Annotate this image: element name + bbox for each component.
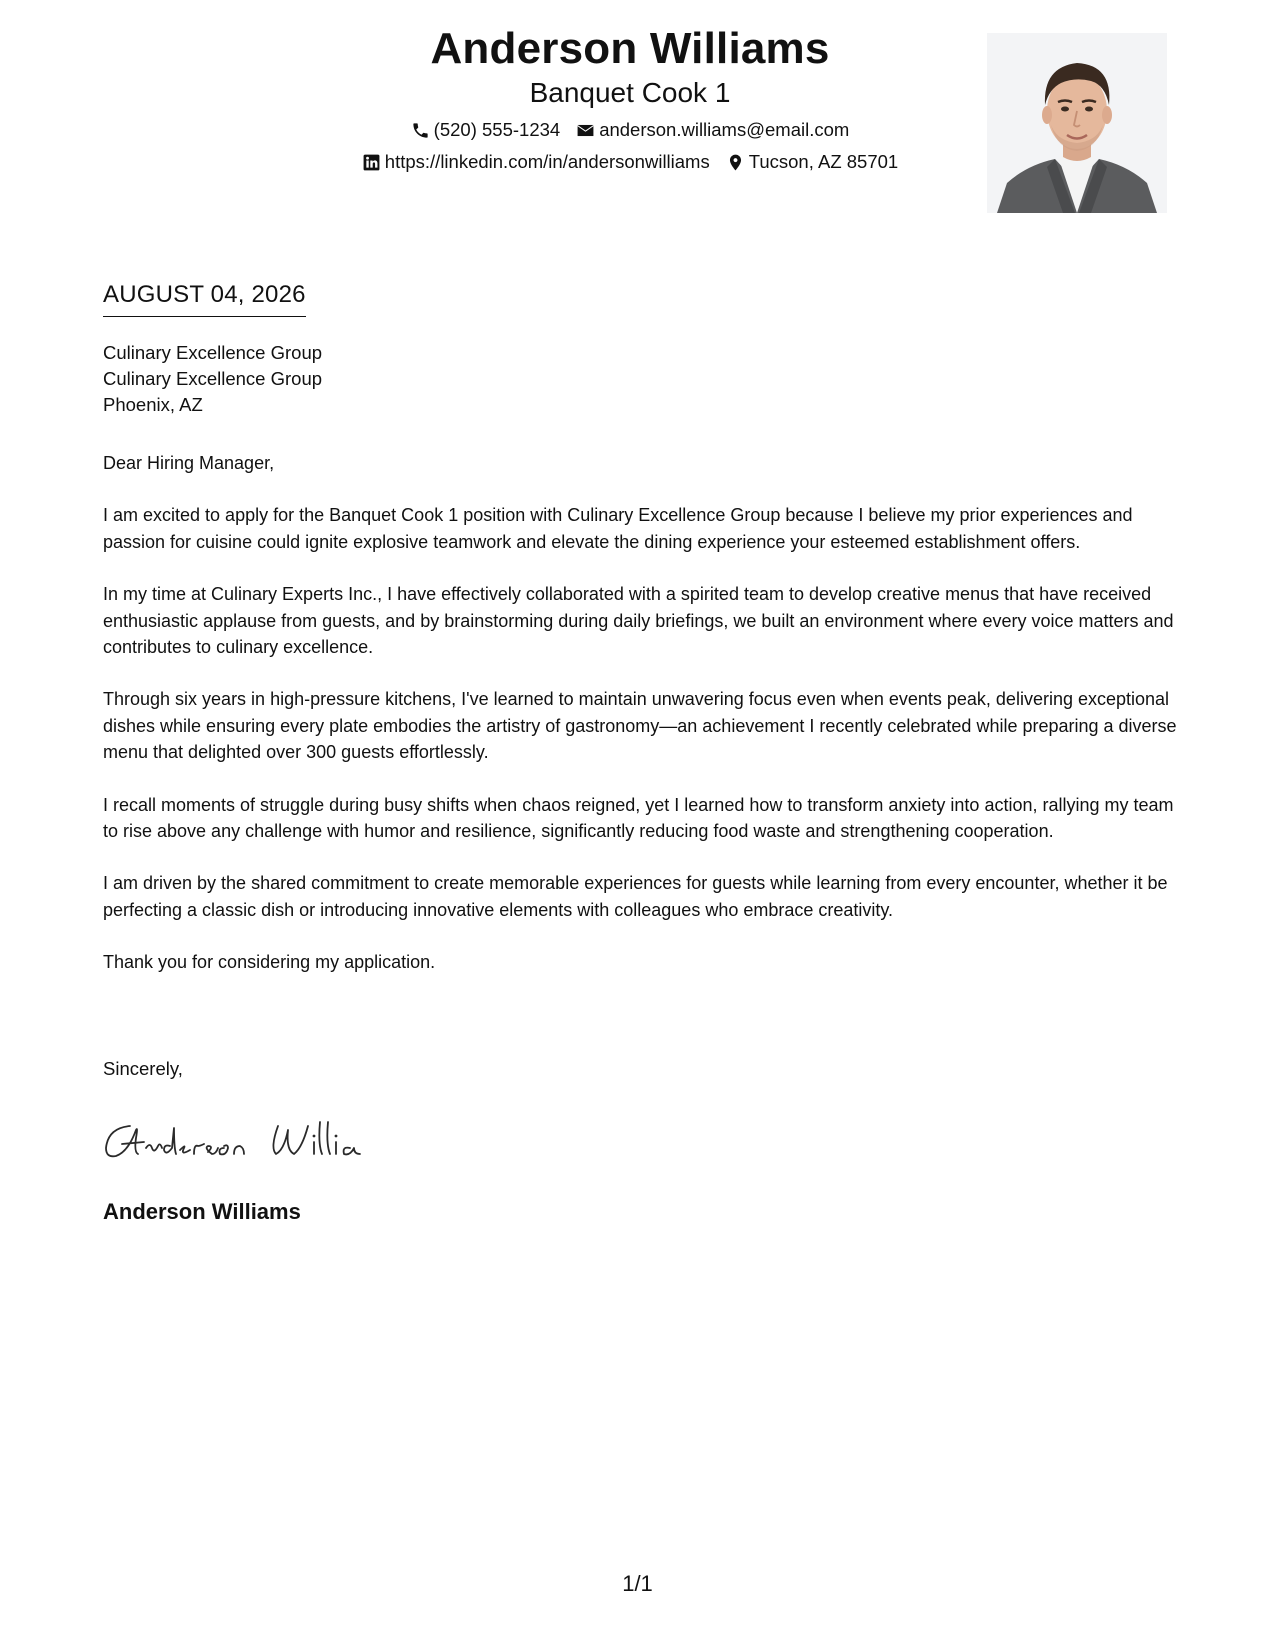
profile-photo — [987, 33, 1167, 213]
body-paragraph: Through six years in high-pressure kitchens, I've learned to maintain unwavering focus even when events peak, delivering exceptional dishes while ensuring every plate embodies the artistry of gastronomy—an achievement I recently celebrated while preparing a diverse menu that delighted over 300 guests effortlessly. — [103, 689, 1177, 763]
linkedin-url[interactable]: https://linkedin.com/in/andersonwilliams — [384, 151, 710, 172]
salutation: Dear Hiring Manager, — [103, 453, 275, 473]
letter-body — [103, 450, 1178, 1002]
body-paragraph: I am driven by the shared commitment to create memorable experiences for guests while learning from every encounter, whether it be perfecting a classic dish or introducing innovative elements with colleagues who embrace creativity. — [103, 873, 1168, 920]
envelope-icon — [576, 121, 595, 140]
letter-date: AUGUST 04, 2026 — [103, 280, 306, 317]
contact-phone — [411, 118, 561, 142]
body-paragraph: Thank you for considering my application. — [103, 952, 436, 973]
job-title: Banquet Cook 1 — [529, 77, 731, 108]
signer-name: Anderson Williams — [103, 1199, 301, 1224]
email-address[interactable]: anderson.williams@email.com — [599, 119, 850, 140]
body-paragraph: I am excited to apply for the Banquet Cook 1 position with Culinary Excellence Group because I believe my prior experiences and passion for cuisine could ignite explosive teamwork and elevate the dining experience your esteemed establishment offers. — [103, 505, 1133, 552]
closing-text: Sincerely, — [103, 1058, 183, 1079]
contact-email — [576, 118, 849, 142]
applicant-name: Anderson Williams — [430, 24, 830, 73]
body-paragraph: In my time at Culinary Experts Inc., I have effectively collaborated with a spirited team to develop creative menus that have received enthusiastic applause from guests, and by brainstorming during daily briefings, we built an environment where every voice matters and contributes to culinary excellence. — [103, 584, 1174, 658]
handwritten-signature — [100, 1108, 380, 1168]
phone-number: (520) 555-1234 — [433, 119, 561, 140]
contact-location — [726, 150, 898, 174]
recipient-line: Culinary Excellence Group — [103, 368, 323, 389]
phone-icon — [411, 121, 430, 140]
page-number: 1/1 — [622, 1571, 653, 1596]
recipient-block — [103, 340, 322, 418]
map-pin-icon — [726, 153, 745, 172]
location-text: Tucson, AZ 85701 — [748, 151, 899, 172]
body-paragraph: I recall moments of struggle during busy shifts when chaos reigned, yet I learned how to transform anxiety into action, rallying my team to rise above any challenge with humor and resilience, significantly reducing food waste and strengthening cooperation. — [103, 794, 1174, 842]
linkedin-icon — [362, 153, 381, 172]
recipient-line: Phoenix, AZ — [103, 394, 203, 415]
contact-linkedin — [362, 150, 710, 174]
recipient-line: Culinary Excellence Group — [103, 342, 323, 363]
